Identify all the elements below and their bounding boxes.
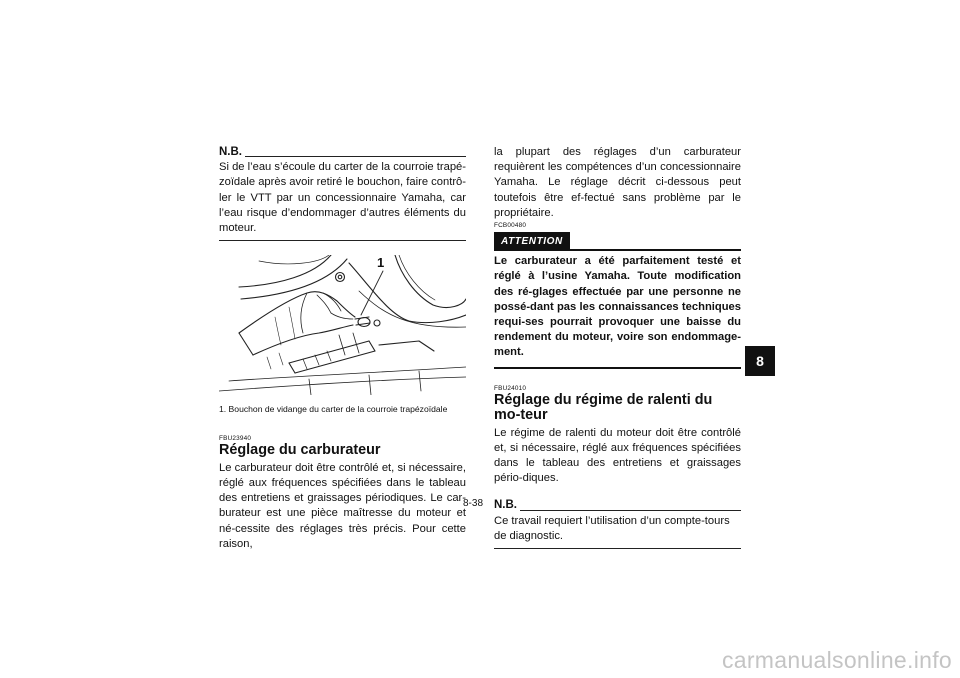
section-title-carburetor: Réglage du carburateur xyxy=(219,442,381,459)
note-end-rule xyxy=(494,548,741,549)
note-rule xyxy=(245,156,466,157)
chapter-tab[interactable]: 8 xyxy=(745,346,775,376)
figure-caption: 1. Bouchon de vidange du carter de la courroie trapézoïdale xyxy=(219,404,448,415)
note-label: N.B. xyxy=(494,499,517,512)
note-text: Si de l’eau s’écoule du carter de la courroie trapé-zoïdale après avoir retiré le bouchon, faire contrô-ler le VTT par un concessionnaire Yamaha, car l’eau risque d’endommager d’autres éléments du moteur. xyxy=(219,161,466,235)
engine-illustration xyxy=(219,255,466,395)
watermark: carmanualsonline.info xyxy=(721,647,952,673)
section-paragraph: Le carburateur doit être contrôlé et, si nécessaire, réglé aux fréquences spécifiées dans le tableau des entretiens et graissages périodiques. Le car-burateur est une pièce maîtresse du moteur et né-cessite des réglages très précis. Pour cette raison, xyxy=(219,461,466,550)
section-code: FBU24010 xyxy=(494,384,527,392)
figure-callout-number: 1 xyxy=(377,255,385,271)
attention-end-rule xyxy=(494,367,741,369)
note-header xyxy=(494,498,741,513)
note-header xyxy=(219,145,466,160)
attention-badge: ATTENTION xyxy=(494,232,570,251)
note-label: N.B. xyxy=(219,146,242,158)
left-column xyxy=(219,145,466,552)
page-number: 8-38 xyxy=(463,498,484,509)
continuation-paragraph: la plupart des réglages d’un carburateur requièrent les compétences d’un concessionnaire Yamaha. Le réglage décrit ci-dessous peut toutefois être ef-fectué sans problème par le propriétaire. xyxy=(494,146,741,219)
drain-plug-figure xyxy=(219,255,466,395)
note-text: Ce travail requiert l’utilisation d’un compte-tours de diagnostic. xyxy=(494,514,730,542)
section-title-idle-speed: Réglage du régime de ralenti du mo-teur xyxy=(494,391,713,424)
section-code: FBU23940 xyxy=(219,435,252,443)
right-column xyxy=(494,145,741,549)
attention-rule xyxy=(570,249,741,251)
note-rule xyxy=(520,510,741,511)
attention-code: FCB00480 xyxy=(494,222,527,230)
note-end-rule xyxy=(219,240,466,241)
section-paragraph: Le régime de ralenti du moteur doit être contrôlé et, si nécessaire, réglé aux fréquences spécifiées dans le tableau des entretiens et graissages pério-diques. xyxy=(494,426,741,485)
attention-header xyxy=(494,232,741,251)
attention-text: Le carburateur a été parfaitement testé et réglé à l’usine Yamaha. Toute modification des ré-glages effectuée par une personne ne possé-dant pas les connaissances techniques requi-ses pourrait provoquer une baisse du rendement du moteur, voire son endommage-ment. xyxy=(494,255,741,359)
